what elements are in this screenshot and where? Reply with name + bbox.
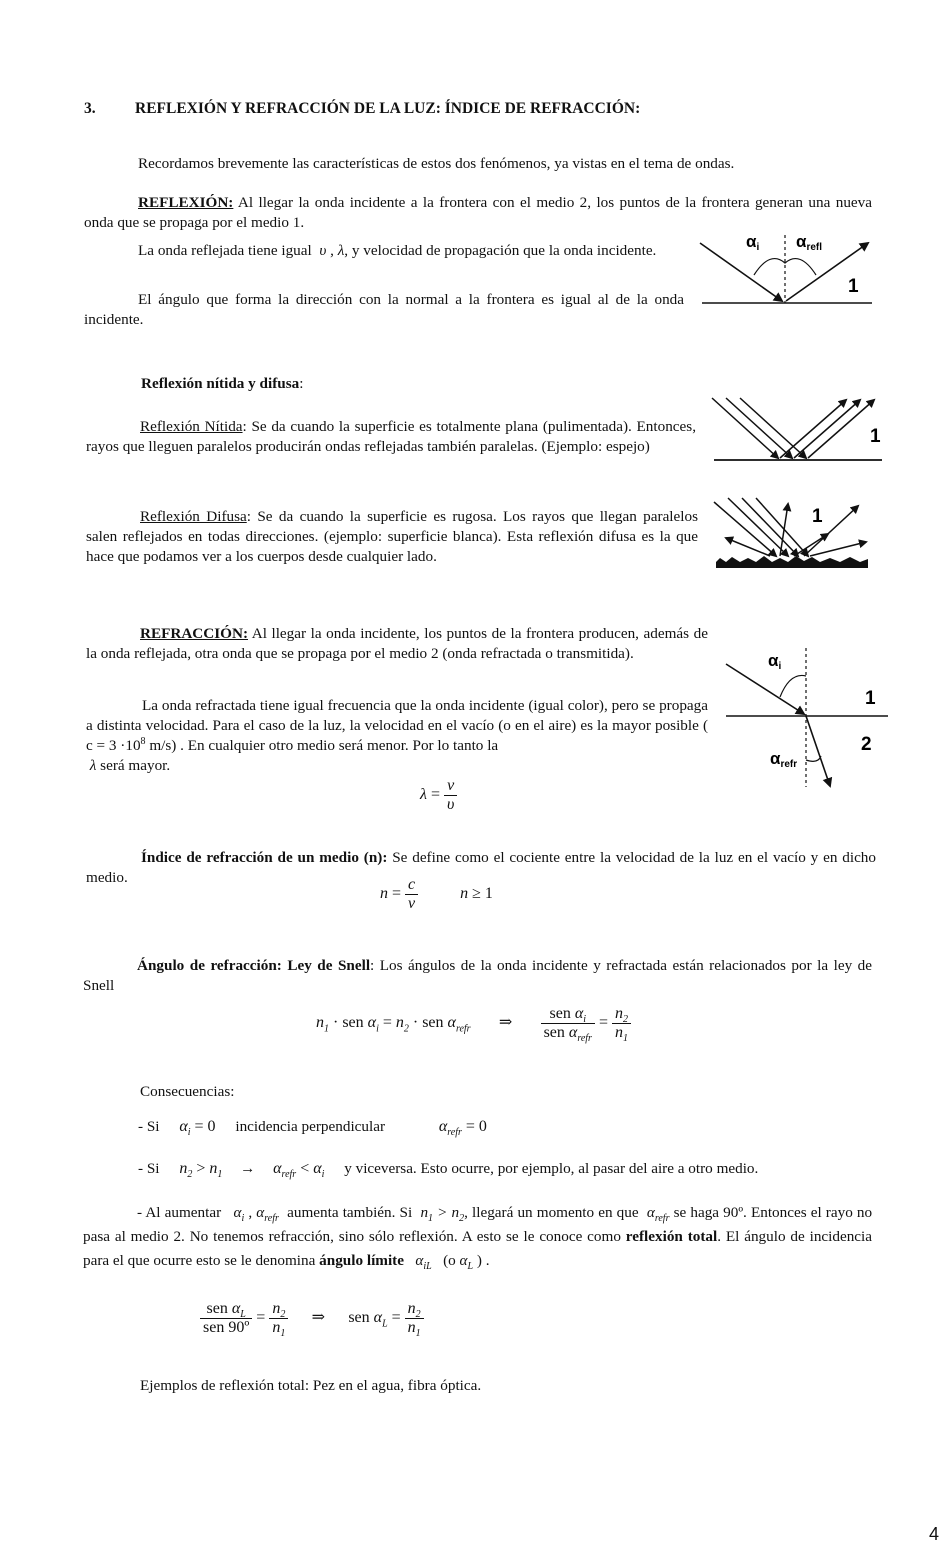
difusa-paragraph [86, 507, 698, 567]
reflexion-total-term: reflexión total [625, 1228, 718, 1245]
alpha-refl-label: αrefl [796, 232, 823, 253]
refraccion-paragraph [86, 624, 708, 664]
difusa-label: Reflexión Difusa [140, 508, 247, 525]
snell-text: : Los ángulos de la onda incidente y refractada están relacionados por la ley de Snell [83, 957, 872, 994]
alpha-refr-label: αrefr [770, 749, 798, 770]
refractive-index-equation: n = $\frac{c}{v}$ n ≥ 1 [380, 876, 493, 912]
c2-tail: y viceversa. Esto ocurre, por ejemplo, al pasar del aire a otro medio. [344, 1160, 759, 1177]
rough-surface [716, 556, 868, 568]
reflexion-p2-a: La onda reflejada tiene igual [138, 242, 312, 259]
diffuse-reflection-diagram [710, 492, 875, 572]
symbol-lambda: λ [89, 757, 97, 774]
c3-c: , llegará un momento en que [464, 1204, 639, 1221]
c3-a: - Al aumentar [137, 1204, 222, 1221]
refraccion-p2: La onda refractada tiene igual frecuencia que la onda incidente (igual color), pero se propaga a distinta velocidad. Para el caso de la luz, la velocidad en el vacío (o en el aire) es la mayor posible ( $c = 3 \cdot 10^8$ m/s) . En cualquier otro medio será menor. Por lo tanto la λ será mayor. [86, 697, 708, 774]
indice-text: Se define como el cociente entre la velocidad de la luz en el vacío y en dicho medio. [86, 849, 876, 886]
wavelength-equation: λ = $\frac{v}{\upsilon}$ [420, 777, 457, 814]
alpha-i-label: αi [746, 232, 760, 253]
c2-prefix: - Si [138, 1160, 160, 1177]
intro-paragraph: Recordamos brevemente las características de estos dos fenómenos, ya vistas en el tema de ondas. [138, 155, 735, 172]
refraccion-p2-c: será mayor. [96, 757, 171, 774]
snell-heading: Ángulo de refracción: Ley de Snell [137, 957, 371, 974]
incident-ray [700, 243, 782, 301]
refraccion-p2-a: La onda refractada tiene igual frecuencia que la onda incidente (igual color), pero se propaga a distinta velocidad. Para el caso de la luz, la velocidad en el vacío (o en el aire) es la mayor posible ( c = 3 ·10 [86, 697, 708, 754]
c1-prefix: - Si [138, 1118, 160, 1135]
nitida-difusa-heading: Reflexión nítida y difusa: [141, 375, 304, 392]
alpha-i-label: αi [768, 651, 782, 672]
symbol-upsilon: υ [315, 242, 327, 259]
medium-1-label: 1 [865, 688, 876, 709]
medium-1-label: 1 [870, 426, 881, 447]
snell-equation: $n_1$ · sen $\alpha_i = n_2$ · sen $\alpha_{refr}$ ⇒ $\frac{sen \alpha_i}{sen \alpha_{refr}}$ = $\frac{n_2}{n_1}$ [316, 1005, 631, 1042]
medium-1-label: 1 [848, 276, 859, 297]
reflexion-p3: El ángulo que forma la dirección con la normal a la frontera es igual al de la onda incidente. [84, 291, 684, 328]
reflexion-heading: REFLEXIÓN: [138, 194, 234, 211]
medium-2-label: 2 [861, 734, 872, 755]
c3-e: . El ángulo de incidencia para el que ocurre esto se le denomina [83, 1228, 872, 1269]
consecuencia-3: - Al aumentar $\alpha_i$ , $\alpha_{refr}$ aumenta también. Si $n_1 > n_2$, llegará un momento en que $\alpha_{refr}$ se haga 90º. Entonces el rayo no pasa al medio 2. No tenemos refracción, sino sólo reflexión. A esto se le conoce como reflexión total. El ángulo de incidencia para el que ocurre esto se le denomina ángulo límite $\alpha_{iL}$ (o $\alpha_L$ ) . [83, 1204, 873, 1273]
limit-angle-equation: $\frac{sen \alpha_L}{\text{sen 90º}}$ = $\frac{n_2}{n_1}$ ⇒ sen $\alpha_L$ = $\frac{n_2}{n_1}$ [200, 1300, 424, 1337]
difusa-text: : Se da cuando la superficie es rugosa. Los rayos que llegan paralelos salen reflejados en todas direcciones. (ejemplo: superficie blanca). Esta reflexión difusa es la que hace que podamos ver a los cuerpos desde cualquier lado. [86, 508, 698, 565]
consecuencia-2: - Si $n_2 > n_1 \to \alpha_{refr} < \alpha_i$ y viceversa. Esto ocurre, por ejemplo, al pasar del aire a otro medio. [138, 1160, 759, 1181]
refraccion-text: Al llegar la onda incidente, los puntos de la frontera producen, además de la onda reflejada, otra onda que se propaga por el medio 2 (onda refractada o transmitida). [86, 625, 708, 662]
c3-d: se haga 90º. Entonces el rayo no pasa al medio 2. No tenemos refracción, sino sólo reflexión. A esto se le conoce como [83, 1204, 873, 1245]
consecuencia-1: - Si $\alpha_i = 0$ incidencia perpendicular $\alpha_{refr} = 0$ [138, 1118, 487, 1139]
ejemplos-paragraph: Ejemplos de reflexión total: Pez en el agua, fibra óptica. [140, 1377, 482, 1394]
angulo-limite-term: ángulo límite [319, 1252, 404, 1269]
refracted-ray [806, 716, 830, 786]
indice-heading: Índice de refracción de un medio (n): [141, 849, 388, 866]
refraccion-p2-b: m/s) . En cualquier otro medio será menor. Por lo tanto la [145, 737, 499, 754]
nitida-text: : Se da cuando la superficie es totalmente plana (pulimentada). Entonces, rayos que lleguen paralelos producirán ondas reflejadas también paralelas. (Ejemplo: espejo) [86, 418, 696, 455]
c3-b: aumenta también. Si [287, 1204, 413, 1221]
nitida-paragraph [86, 417, 696, 457]
reflexion-p2-b: , y velocidad de propagación que la onda incidente. [344, 242, 657, 259]
c1-mid: incidencia perpendicular [235, 1118, 386, 1135]
section-number: 3. [84, 100, 96, 117]
refraction-diagram [720, 642, 890, 792]
medium-1-label: 1 [812, 506, 823, 527]
page-number: 4 [929, 1524, 940, 1544]
reflexion-p2: La onda reflejada tiene igual υ , λ, y velocidad de propagación que la onda incidente. [138, 242, 657, 259]
reflection-diagram [690, 225, 885, 315]
reflexion-text: Al llegar la onda incidente a la frontera con el medio 2, los puntos de la frontera generan una nueva onda que se propaga por el medio 1. [84, 194, 872, 231]
specular-reflection-diagram [708, 392, 888, 467]
refraccion-heading: REFRACCIÓN: [140, 625, 248, 642]
snell-paragraph [83, 956, 872, 996]
symbol-lambda: λ [337, 242, 345, 259]
c3-f: (o [443, 1252, 456, 1269]
nitida-label: Reflexión Nítida [140, 418, 243, 435]
consecuencias-heading: Consecuencias: [140, 1083, 235, 1100]
section-title: REFLEXIÓN Y REFRACCIÓN DE LA LUZ: ÍNDICE DE REFRACCIÓN: [135, 100, 641, 117]
incident-ray [726, 664, 804, 714]
